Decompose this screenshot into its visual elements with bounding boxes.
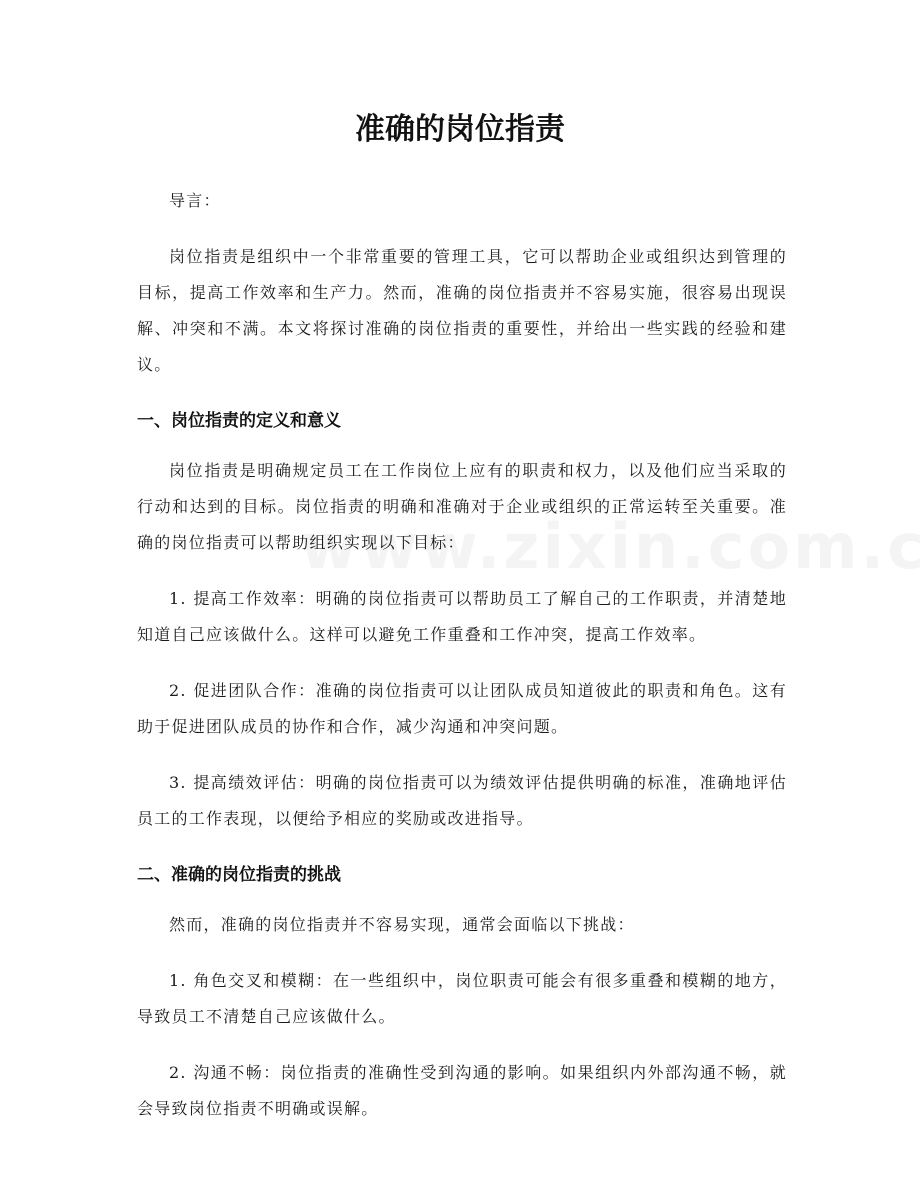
section-2-paragraph: 然而，准确的岗位指责并不容易实现，通常会面临以下挑战： [169, 915, 635, 934]
section-1-item-1: 1. 提高工作效率：明确的岗位指责可以帮助员工了解自己的工作职责，并清楚地知道自己应该做什么。这样可以避免工作重叠和工作冲突，提高工作效率。 [137, 589, 787, 644]
section-1-heading: 一、岗位指责的定义和意义 [137, 411, 341, 431]
section-2-heading: 二、准确的岗位指责的挑战 [137, 865, 341, 885]
intro-label: 导言： [169, 191, 221, 210]
document-title: 准确的岗位指责 [355, 112, 565, 147]
section-1-item-3: 3. 提高绩效评估：明确的岗位指责可以为绩效评估提供明确的标准，准确地评估员工的工作表现，以便给予相应的奖励或改进指导。 [137, 773, 787, 828]
intro-paragraph: 岗位指责是组织中一个非常重要的管理工具，它可以帮助企业或组织达到管理的目标，提高工作效率和生产力。然而，准确的岗位指责并不容易实施，很容易出现误解、冲突和不满。本文将探讨准确的岗位指责的重要性，并给出一些实践的经验和建议。 [137, 247, 787, 374]
section-1-paragraph: 岗位指责是明确规定员工在工作岗位上应有的职责和权力，以及他们应当采取的行动和达到的目标。岗位指责的明确和准确对于企业或组织的正常运转至关重要。准确的岗位指责可以帮助组织实现以下目标： [137, 461, 787, 552]
document-body [137, 183, 787, 1147]
section-2-item-1: 1. 角色交叉和模糊：在一些组织中，岗位职责可能会有很多重叠和模糊的地方，导致员工不清楚自己应该做什么。 [137, 971, 787, 1026]
section-2-item-2: 2. 沟通不畅：岗位指责的准确性受到沟通的影响。如果组织内外部沟通不畅，就会导致岗位指责不明确或误解。 [137, 1063, 787, 1118]
section-1-item-2: 2. 促进团队合作：准确的岗位指责可以让团队成员知道彼此的职责和角色。这有助于促进团队成员的协作和合作，减少沟通和冲突问题。 [137, 681, 787, 736]
